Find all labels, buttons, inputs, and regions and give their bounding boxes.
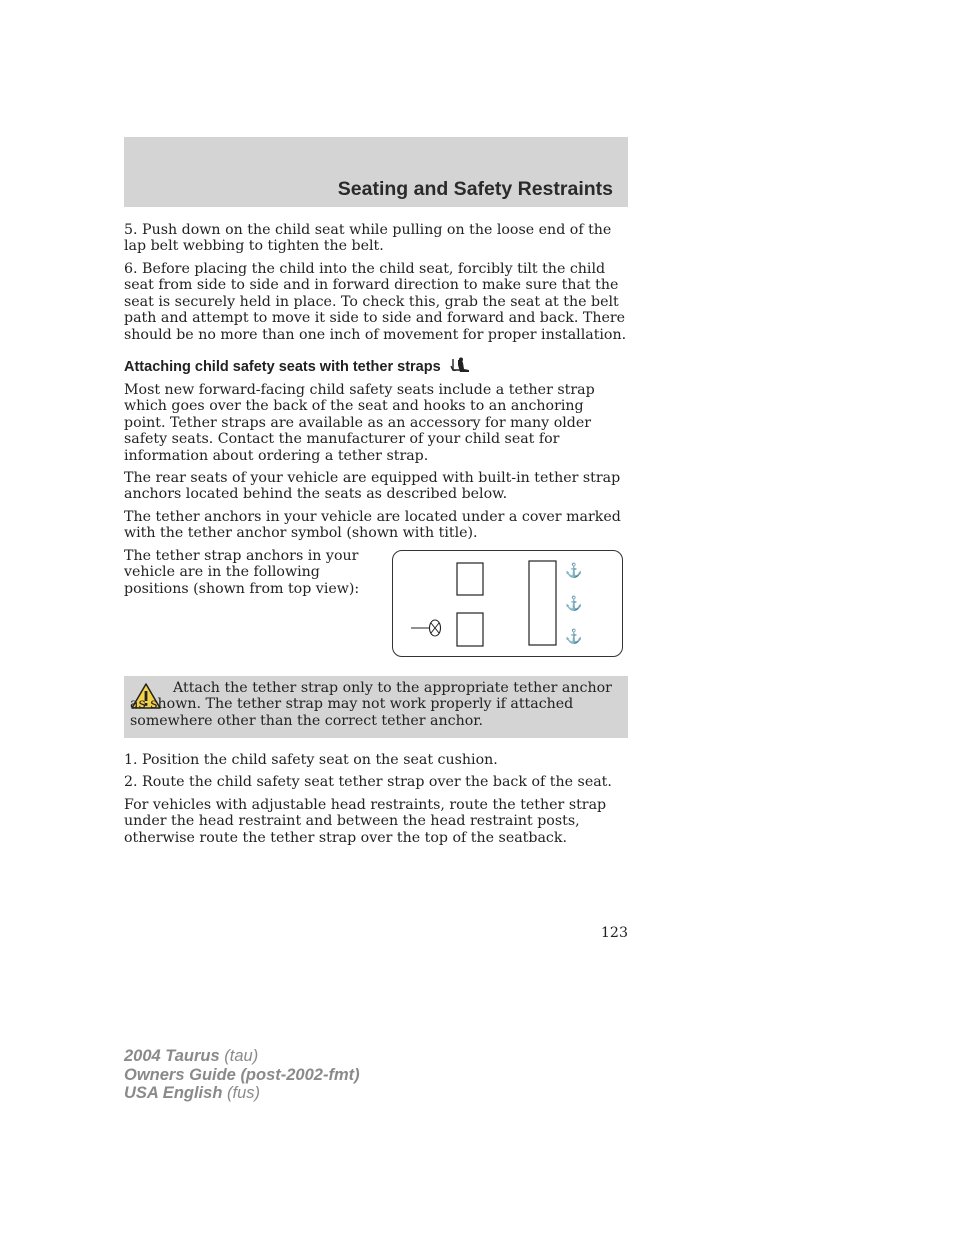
footer-model: 2004 Taurus — [124, 1047, 220, 1065]
subheading-text: Attaching child safety seats with tether straps — [124, 359, 441, 375]
footer-line-language — [124, 1084, 360, 1103]
steering-wheel-icon — [411, 620, 441, 636]
subheading-tether-straps — [124, 357, 628, 378]
paragraph-positions: The tether strap anchors in your vehicle are in the following positions (shown from top view): — [124, 548, 360, 597]
tether-anchor-diagram — [392, 550, 623, 657]
diagram-drawing — [393, 551, 622, 656]
paragraph-cover: The tether anchors in your vehicle are located under a cover marked with the tether anchor symbol (shown with title). — [124, 509, 621, 542]
page-number: 123 — [600, 925, 628, 941]
paragraph-step-1: 1. Position the child safety seat on the seat cushion. — [124, 752, 498, 768]
front-seat-right — [457, 563, 483, 595]
paragraph-step-5: 5. Push down on the child seat while pulling on the loose end of the lap belt webbing to tighten the belt. — [124, 222, 612, 255]
section-title: Seating and Safety Restraints — [337, 178, 613, 200]
document-footer — [124, 1047, 360, 1103]
footer-language: USA English — [124, 1084, 223, 1103]
warning-box — [124, 676, 628, 738]
rear-seat — [529, 561, 556, 645]
footer-line-model — [124, 1047, 360, 1066]
paragraph-step-2: 2. Route the child safety seat tether strap over the back of the seat. — [124, 774, 612, 790]
footer-model-code: (tau) — [224, 1047, 259, 1065]
paragraph-rear-seats: The rear seats of your vehicle are equipped with built-in tether strap anchors located behind the seats as described below. — [124, 470, 621, 503]
paragraph-intro: Most new forward-facing child safety seats include a tether strap which goes over the back of the seat and hooks to an anchoring point. Tether straps are available as an accessory for many older safety seats. Contact the manufacturer of your child seat for information about ordering a tether strap. — [124, 382, 595, 464]
paragraph-step-6: 6. Before placing the child into the child seat, forcibly tilt the child seat from side to side and in forward direction to make sure that the seat is securely held in place. To check this, grab the seat at the belt path and attempt to move it side to side and forward and back. There should be no more than one inch of movement for proper installation. — [124, 261, 627, 343]
tether-anchor-icon: ⚓ — [565, 563, 583, 579]
warning-text: Attach the tether strap only to the appropriate tether anchor as shown. The tether strap may not work properly if attached somewhere other than the correct tether anchor. — [130, 680, 612, 729]
tether-anchor-icon: ⚓ — [565, 629, 583, 645]
tether-anchor-icon: ⚓ — [565, 596, 583, 612]
footer-guide: Owners Guide (post-2002-fmt) — [124, 1065, 360, 1084]
paragraph-adjustable-head-restraints: For vehicles with adjustable head restraints, route the tether strap under the head restraint and between the head restraint posts, otherwise route the tether strap over the top of the seatback. — [124, 797, 607, 846]
front-seat-left — [457, 613, 483, 646]
footer-language-code: (fus) — [227, 1084, 260, 1103]
child-seat-tether-icon — [449, 357, 471, 378]
section-header-band — [124, 137, 628, 207]
